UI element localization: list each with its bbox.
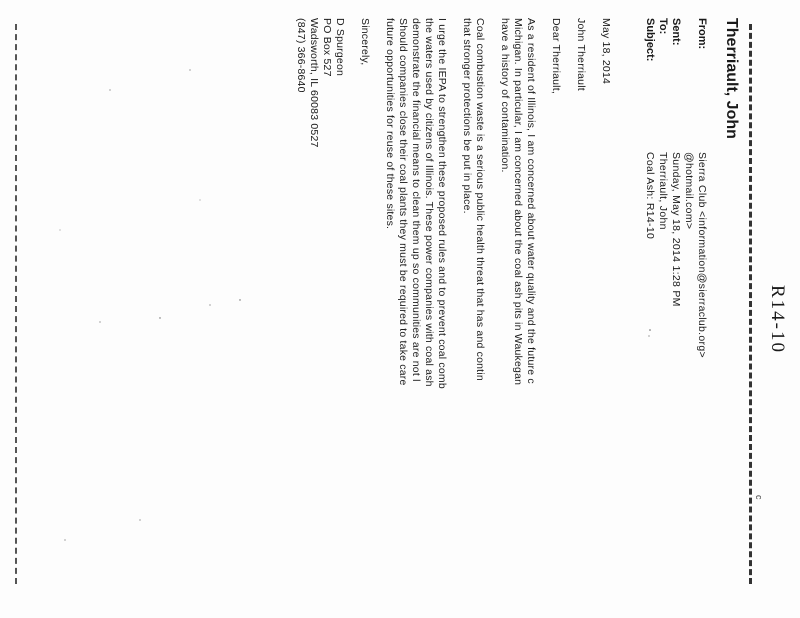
page-mark: c	[754, 495, 764, 500]
paragraph1-line1: As a resident of Illinois, I am concerned about water quality and the future c	[525, 18, 537, 384]
signature-line1: D Spurgeon	[334, 18, 346, 77]
signature-line3: Wadsworth, IL 60083 0527	[308, 18, 320, 148]
paragraph1-line2: Michigan. In particular, I am concerned about the coal ash pits in Waukegan	[512, 18, 524, 386]
from-value: Sierra Club <information@sierraclub.org>	[696, 152, 708, 358]
paragraph3-line1: I urge the IEPA to strengthen these proposed rules and to prevent coal comb	[436, 18, 448, 389]
to-value: Therriault, John	[657, 152, 669, 230]
footer-rule	[15, 24, 17, 584]
sent-label: Sent:	[670, 18, 682, 46]
paragraph3-line4: Should companies close their coal plants they must be required to take care	[397, 18, 409, 386]
subject-value: Coal Ash: R14-10	[644, 152, 656, 240]
from-label: From:	[696, 18, 708, 50]
from-extra-value: @hotmail.com>	[683, 152, 695, 230]
header-rule	[749, 24, 752, 584]
signature-line2: PO Box 527	[321, 18, 333, 77]
paragraph1-line3: have a history of contamination.	[499, 18, 511, 173]
letter-date: May 18, 2014	[600, 18, 612, 85]
paragraph3-line2: the waters used by citizens of Illinois. These power companies with coal ash	[423, 18, 435, 387]
document-id: R14-10	[767, 285, 788, 354]
recipient-name: John Therriault	[575, 18, 587, 91]
sent-value: Sunday, May 18, 2014 1:28 PM	[670, 152, 682, 307]
paragraph2-line1: Coal combustion waste is a serious public health threat that has and contin	[474, 18, 486, 381]
to-label: To:	[657, 18, 669, 35]
salutation: Dear Therriault,	[550, 18, 562, 94]
subject-label: Subject:	[644, 18, 656, 62]
paragraph3-line5: future opportunities for reuse of these sites.	[384, 18, 396, 230]
paragraph2-line2: that stronger protections be put in place.	[461, 18, 473, 214]
paragraph3-line3: demonstrate the financial means to clean them up so communities are not l	[410, 18, 422, 382]
sender-name: Therriault, John	[723, 18, 740, 139]
signature-line4: (847) 366-8640	[295, 18, 307, 93]
closing: Sincerely,	[359, 18, 371, 66]
